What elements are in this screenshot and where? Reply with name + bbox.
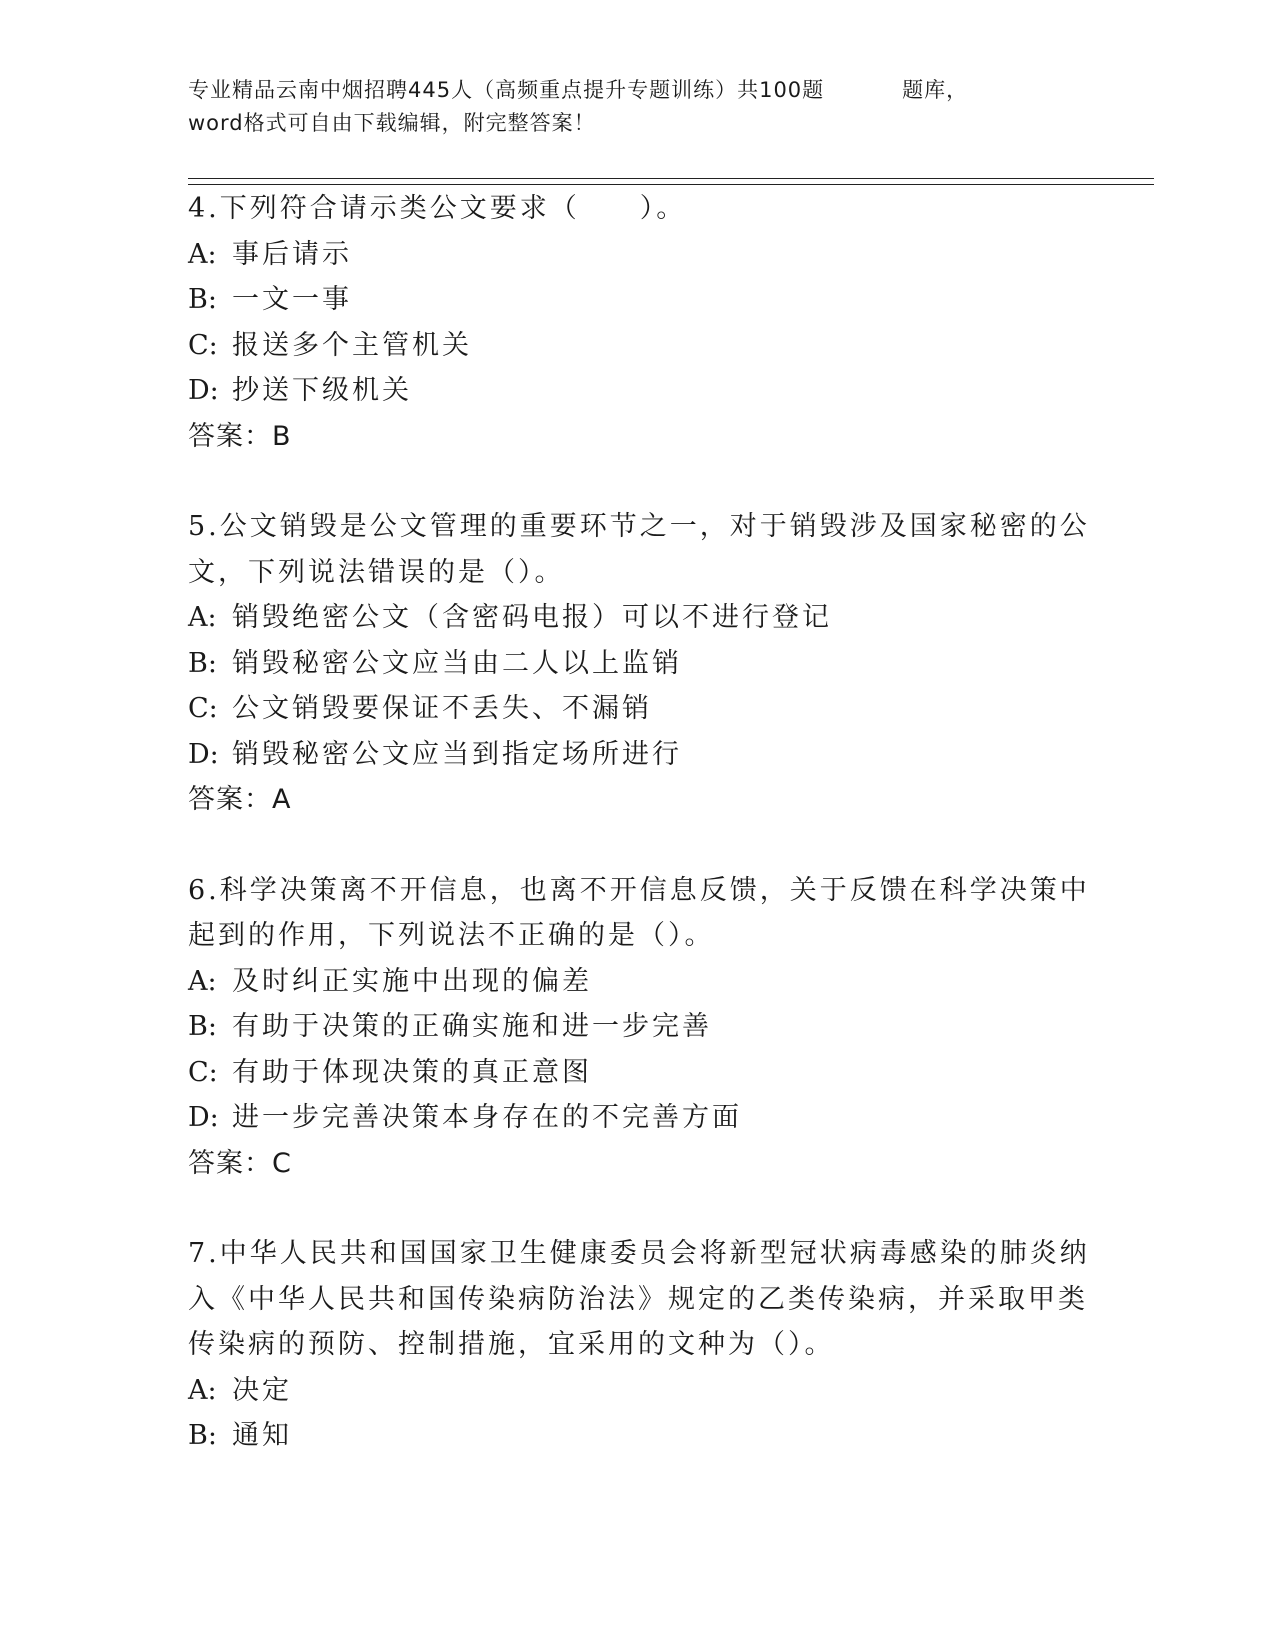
option-text: 销毁秘密公文应当由二人以上监销 — [232, 647, 682, 679]
option-key: B: — [188, 284, 217, 315]
question-stem: 4.下列符合请示类公文要求（ ）。 — [188, 193, 687, 224]
option-d — [188, 732, 1088, 778]
question-stem: 7.中华人民共和国国家卫生健康委员会将新型冠状病毒感染的肺炎纳 — [188, 1238, 1090, 1269]
option-key: B: — [188, 1011, 217, 1042]
option-a — [188, 1368, 1088, 1414]
option-c — [188, 686, 1088, 732]
option-text: 公文销毁要保证不丢失、不漏销 — [232, 693, 652, 724]
option-key: C: — [188, 329, 218, 361]
option-text: 报送多个主管机关 — [232, 329, 472, 361]
question-stem: 6.科学决策离不开信息，也离不开信息反馈，关于反馈在科学决策中 — [188, 874, 1090, 906]
option-b — [188, 1004, 1088, 1050]
question-5 — [188, 504, 1088, 823]
option-key: D: — [188, 1102, 219, 1133]
option-key: B: — [188, 647, 217, 679]
header-title-suffix: 题库， — [902, 78, 969, 102]
option-d — [188, 1095, 1088, 1141]
question-list — [188, 186, 1088, 1504]
option-key: A: — [188, 1374, 217, 1406]
option-text: 决定 — [232, 1374, 292, 1406]
option-text: 进一步完善决策本身存在的不完善方面 — [232, 1102, 742, 1133]
header-line-1 — [188, 74, 1088, 107]
option-d — [188, 368, 1088, 414]
option-text: 一文一事 — [232, 284, 352, 315]
option-text: 销毁绝密公文（含密码电报）可以不进行登记 — [232, 602, 832, 633]
option-c — [188, 323, 1088, 369]
option-key: C: — [188, 1056, 218, 1088]
option-b — [188, 641, 1088, 687]
question-7 — [188, 1231, 1088, 1459]
question-stem: 文，下列说法错误的是（）。 — [188, 556, 565, 588]
option-a — [188, 232, 1088, 278]
option-key: B: — [188, 1420, 217, 1451]
question-stem: 起到的作用，下列说法不正确的是（）。 — [188, 920, 715, 951]
option-text: 有助于体现决策的真正意图 — [232, 1056, 592, 1088]
option-text: 事后请示 — [232, 238, 352, 270]
option-b — [188, 1413, 1088, 1459]
option-key: A: — [188, 238, 217, 270]
answer: 答案：C — [188, 1147, 292, 1179]
option-text: 抄送下级机关 — [232, 375, 412, 406]
header-rule-bottom — [188, 184, 1154, 185]
option-key: D: — [188, 375, 219, 406]
option-b — [188, 277, 1088, 323]
option-a — [188, 595, 1088, 641]
answer: 答案：B — [188, 420, 292, 452]
option-key: D: — [188, 738, 219, 770]
option-key: A: — [188, 965, 217, 997]
option-c — [188, 1050, 1088, 1096]
header-title: 专业精品云南中烟招聘445人（高频重点提升专题训练）共100题 — [188, 78, 825, 102]
option-key: C: — [188, 693, 218, 724]
option-a — [188, 959, 1088, 1005]
option-text: 有助于决策的正确实施和进一步完善 — [232, 1011, 712, 1042]
option-text: 通知 — [232, 1420, 292, 1451]
answer: 答案：A — [188, 784, 292, 815]
question-6 — [188, 868, 1088, 1187]
question-4 — [188, 186, 1088, 459]
option-text: 及时纠正实施中出现的偏差 — [232, 965, 592, 997]
option-key: A: — [188, 602, 217, 633]
question-stem: 入《中华人民共和国传染病防治法》规定的乙类传染病，并采取甲类 — [188, 1283, 1088, 1315]
option-text: 销毁秘密公文应当到指定场所进行 — [232, 738, 682, 770]
header-rule-top — [188, 178, 1154, 179]
question-stem: 传染病的预防、控制措施，宜采用的文种为（）。 — [188, 1329, 835, 1360]
document-header — [188, 74, 1088, 140]
header-line-2: word格式可自由下载编辑，附完整答案！ — [188, 111, 596, 135]
question-stem: 5.公文销毁是公文管理的重要环节之一，对于销毁涉及国家秘密的公 — [188, 511, 1090, 542]
